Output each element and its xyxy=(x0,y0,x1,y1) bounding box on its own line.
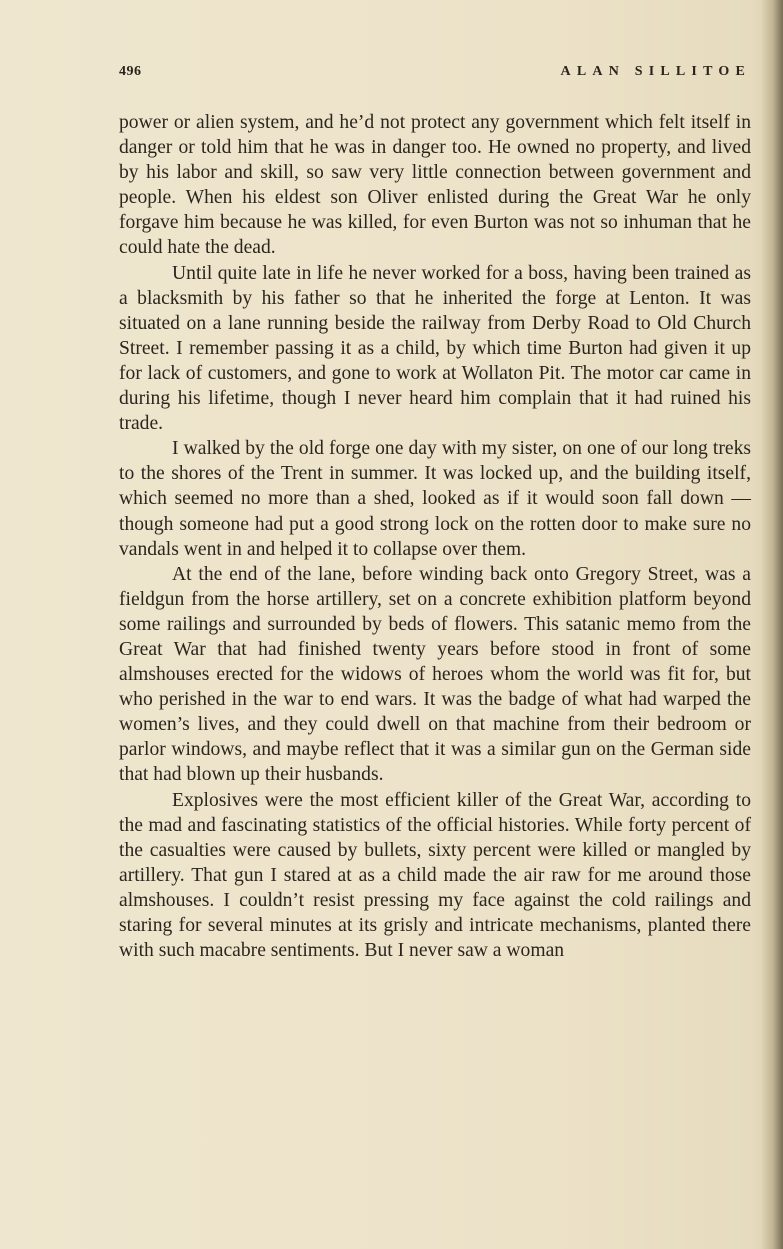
running-head xyxy=(119,64,751,84)
running-head-author: ALAN SILLITOE xyxy=(560,64,751,79)
paragraph: At the end of the lane, before winding back onto Gregory Street, was a fieldgun from the horse artillery, set on a concrete exhibition platform beyond some railings and surrounded by beds of flowers. This satanic memo from the Great War that had finished twenty years before stood in front of some almshouses erected for the widows of heroes whom the world was fit for, but who perished in the war to end wars. It was the badge of what had warped the women’s lives, and they could dwell on that machine from their bedroom or parlor windows, and maybe reflect that it was a similar gun on the German side that had blown up their husbands. xyxy=(119,563,751,786)
paragraph: I walked by the old forge one day with my sister, on one of our long treks to the shores of the Trent in summer. It was locked up, and the building itself, which seemed no more than a shed, looked as if it would soon fall down — though someone had put a good strong lock on the rotten door to make sure no vandals went in and helped it to collapse over them. xyxy=(119,438,751,560)
paragraph: power or alien system, and he’d not protect any government which felt itself in danger or told him that he was in danger too. He owned no property, and lived by his labor and skill, so saw very little connection between government and people. When his eldest son Oliver enlisted during the Great War he only forgave him because he was killed, for even Burton was not so inhuman that he could hate the dead. xyxy=(119,112,751,259)
page-edge-shadow xyxy=(761,0,783,1249)
page-number: 496 xyxy=(119,64,142,79)
paragraph: Until quite late in life he never worked for a boss, having been trained as a blacksmith by his father so that he inherited the forge at Lenton. It was situated on a lane running beside the railway from Derby Road to Old Church Street. I remember passing it as a child, by which time Burton had given it up for lack of customers, and gone to work at Wollaton Pit. The motor car came in during his lifetime, though I never heard him complain that it had ruined his trade. xyxy=(119,262,751,435)
paragraph: Explosives were the most efficient killer of the Great War, according to the mad and fascinating statistics of the official histories. While forty percent of the casualties were caused by bullets, sixty percent were killed or mangled by artillery. That gun I stared at as a child made the air raw for me around those almshouses. I couldn’t resist pressing my face against the cold railings and staring for several minutes at its grisly and intricate mechanisms, planted there with such macabre sentiments. But I never saw a woman xyxy=(119,789,751,962)
body-text xyxy=(119,110,751,963)
